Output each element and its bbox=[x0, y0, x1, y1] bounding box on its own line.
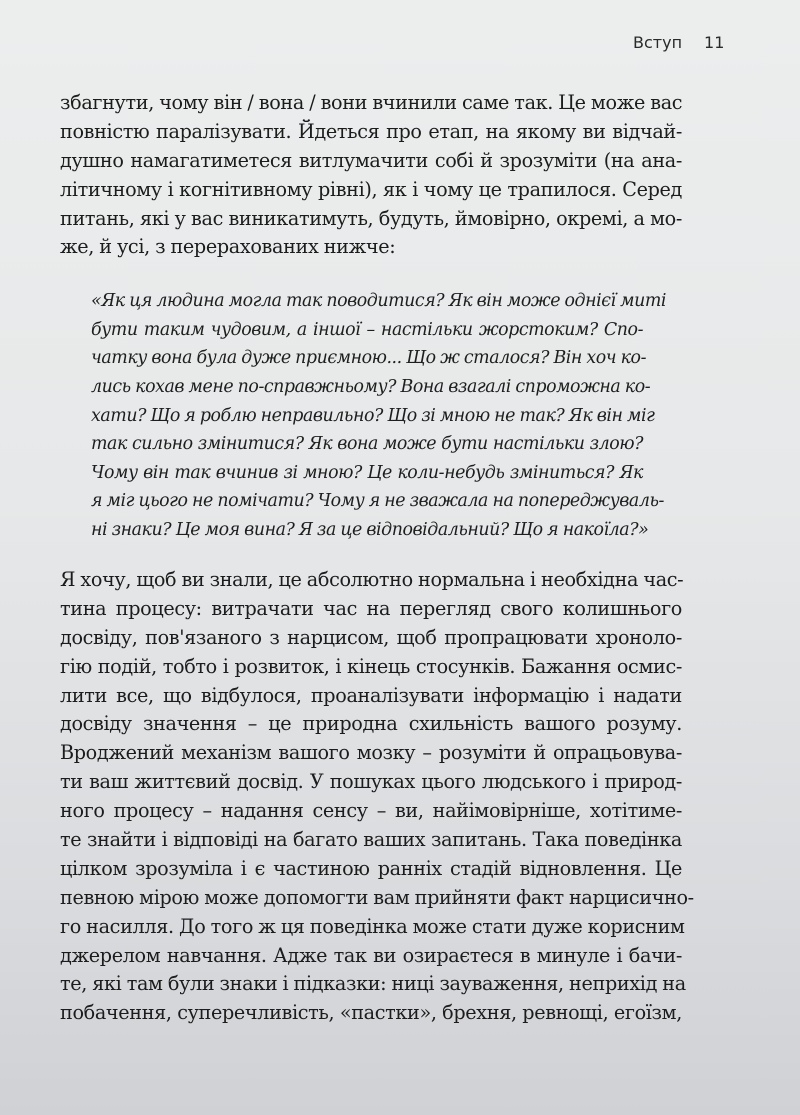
text-line: душно намагатиметеся витлумачити собі й зрозуміти (на ана- bbox=[60, 148, 682, 172]
quote-line: ні знаки? Це моя вина? Я за це відповідальний? Що я накоїла?» bbox=[91, 520, 649, 541]
text-line: збагнути, чому він / вона / вони вчинили саме так. Це може вас bbox=[60, 91, 683, 114]
text-line: те, які там були знаки і підказки: ниці зауваження, неприхід на bbox=[60, 972, 686, 996]
text-line: го насилля. До того ж ця поведінка може стати дуже корисним bbox=[60, 914, 685, 938]
text-line: Я хочу, щоб ви знали, це абсолютно нормальна і необхідна час- bbox=[60, 568, 684, 591]
quote-line: хати? Що я роблю неправильно? Що зі мною не так? Як він міг bbox=[91, 405, 655, 426]
text-line: досвіду, пов'язаного з нарцисом, щоб пропрацювати хроноло- bbox=[60, 625, 682, 649]
text-line: гію подій, тобто і розвиток, і кінець стосунків. Бажання осмис- bbox=[60, 654, 682, 678]
block-quote bbox=[91, 287, 666, 545]
text-line: те знайти і відповіді на багато ваших запитань. Така поведінка bbox=[60, 828, 682, 852]
text-line: ного процесу – надання сенсу – ви, найімовірніше, хотітиме- bbox=[60, 799, 682, 823]
text-line: лити все, що відбулося, проаналізувати інформацію і надати bbox=[60, 683, 682, 707]
text-line: тина процесу: витрачати час на перегляд свого колишнього bbox=[60, 596, 682, 620]
running-head bbox=[633, 33, 724, 52]
quote-line: я міг цього не помічати? Чому я не зважала на попереджуваль- bbox=[91, 491, 664, 512]
text-line: певною мірою може допомогти вам прийняти факт нарцисично- bbox=[60, 885, 694, 909]
text-line: джерелом навчання. Адже так ви озираєтеся в минуле і бачи- bbox=[60, 943, 682, 967]
section-title: Вступ bbox=[633, 33, 683, 52]
page-number: 11 bbox=[704, 33, 725, 52]
text-line: цілком зрозуміла і є частиною ранніх стадій відновлення. Це bbox=[60, 856, 682, 880]
quote-line: Чому він так вчинив зі мною? Це коли-небудь зміниться? Як bbox=[91, 462, 643, 483]
text-line: ти ваш життєвий досвід. У пошуках цього людського і природ- bbox=[60, 770, 682, 794]
quote-line: так сильно змінитися? Як вона може бути настільки злою? bbox=[91, 434, 643, 455]
quote-line: бути таким чудовим, а іншої – настільки жорстоким? Спо- bbox=[91, 319, 643, 340]
quote-line: лись кохав мене по-справжньому? Вона взагалі спроможна ко- bbox=[91, 376, 651, 397]
text-line: питань, які у вас виникатимуть, будуть, ймовірно, окремі, а мо- bbox=[60, 206, 682, 230]
quote-line: «Як ця людина могла так поводитися? Як він може однієї миті bbox=[91, 291, 666, 311]
text-line: же, й усі, з перерахованих нижче: bbox=[60, 235, 396, 259]
text-line: побачення, суперечливість, «пастки», брехня, ревнощі, егоїзм, bbox=[60, 1001, 682, 1025]
text-line: літичному і когнітивному рівні), як і чому це трапилося. Серед bbox=[60, 177, 682, 201]
text-line: повністю паралізувати. Йдеться про етап, на якому ви відчай- bbox=[60, 119, 682, 143]
paragraph-2 bbox=[60, 566, 694, 1028]
text-line: досвіду значення – це природна схильність вашого розуму. bbox=[60, 712, 682, 736]
paragraph-1 bbox=[60, 89, 682, 262]
quote-line: чатку вона була дуже приємною... Що ж сталося? Він хоч ко- bbox=[91, 348, 646, 369]
text-line: Вроджений механізм вашого мозку – розуміти й опрацьовува- bbox=[60, 741, 682, 765]
